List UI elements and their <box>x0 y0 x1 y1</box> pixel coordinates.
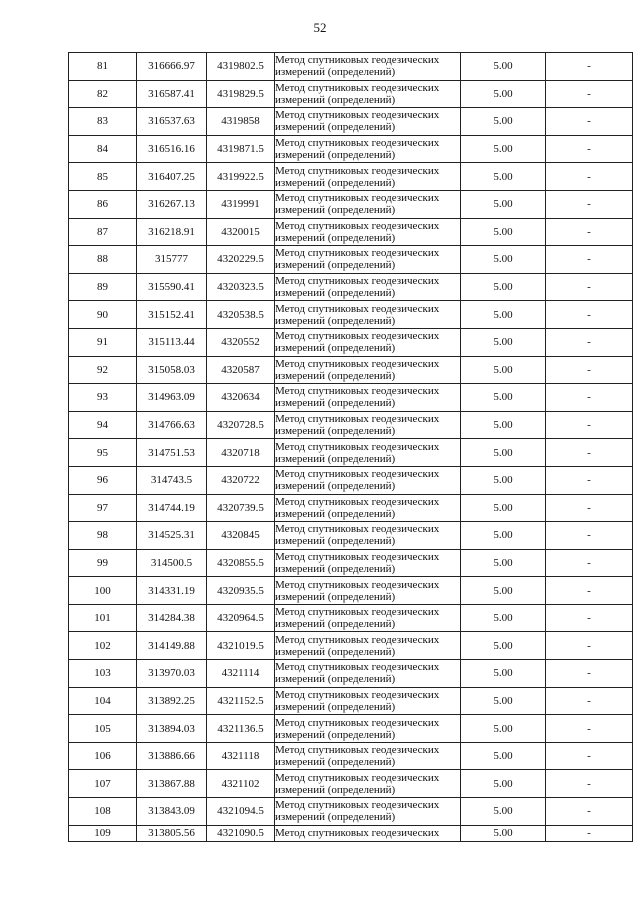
method-cell: Метод спутниковых геодезических измерений (определений) <box>275 246 461 274</box>
accuracy-cell: 5.00 <box>461 770 546 798</box>
point-number-cell: 97 <box>69 494 137 522</box>
note-cell: - <box>546 522 633 550</box>
y-coordinate-cell: 4321118 <box>207 742 275 770</box>
method-cell: Метод спутниковых геодезических измерений (определений) <box>275 522 461 550</box>
x-coordinate-cell: 313892.25 <box>137 687 207 715</box>
table-row <box>69 770 633 798</box>
x-coordinate-cell: 313867.88 <box>137 770 207 798</box>
x-coordinate-cell: 314149.88 <box>137 632 207 660</box>
point-number-cell: 89 <box>69 273 137 301</box>
method-cell: Метод спутниковых геодезических <box>275 825 461 841</box>
x-coordinate-cell: 313886.66 <box>137 742 207 770</box>
method-cell: Метод спутниковых геодезических измерений (определений) <box>275 301 461 329</box>
method-cell: Метод спутниковых геодезических измерений (определений) <box>275 190 461 218</box>
y-coordinate-cell: 4320718 <box>207 439 275 467</box>
y-coordinate-cell: 4321152.5 <box>207 687 275 715</box>
y-coordinate-cell: 4320634 <box>207 384 275 412</box>
method-cell: Метод спутниковых геодезических измерений (определений) <box>275 466 461 494</box>
table-row <box>69 742 633 770</box>
accuracy-cell: 5.00 <box>461 246 546 274</box>
table-row <box>69 301 633 329</box>
x-coordinate-cell: 314751.53 <box>137 439 207 467</box>
method-cell: Метод спутниковых геодезических измерений (определений) <box>275 687 461 715</box>
method-cell: Метод спутниковых геодезических измерений (определений) <box>275 218 461 246</box>
method-cell: Метод спутниковых геодезических измерений (определений) <box>275 632 461 660</box>
point-number-cell: 85 <box>69 163 137 191</box>
y-coordinate-cell: 4321102 <box>207 770 275 798</box>
note-cell: - <box>546 494 633 522</box>
table-row <box>69 466 633 494</box>
table-row <box>69 411 633 439</box>
point-number-cell: 87 <box>69 218 137 246</box>
accuracy-cell: 5.00 <box>461 522 546 550</box>
method-cell: Метод спутниковых геодезических измерений (определений) <box>275 715 461 743</box>
y-coordinate-cell: 4320722 <box>207 466 275 494</box>
table-row <box>69 687 633 715</box>
accuracy-cell: 5.00 <box>461 190 546 218</box>
y-coordinate-cell: 4319922.5 <box>207 163 275 191</box>
y-coordinate-cell: 4321090.5 <box>207 825 275 841</box>
note-cell: - <box>546 439 633 467</box>
x-coordinate-cell: 316267.13 <box>137 190 207 218</box>
table-row <box>69 108 633 136</box>
accuracy-cell: 5.00 <box>461 687 546 715</box>
x-coordinate-cell: 314331.19 <box>137 577 207 605</box>
accuracy-cell: 5.00 <box>461 328 546 356</box>
point-number-cell: 98 <box>69 522 137 550</box>
method-cell: Метод спутниковых геодезических измерений (определений) <box>275 356 461 384</box>
accuracy-cell: 5.00 <box>461 108 546 136</box>
y-coordinate-cell: 4320538.5 <box>207 301 275 329</box>
point-number-cell: 107 <box>69 770 137 798</box>
method-cell: Метод спутниковых геодезических измерений (определений) <box>275 108 461 136</box>
note-cell: - <box>546 163 633 191</box>
point-number-cell: 92 <box>69 356 137 384</box>
x-coordinate-cell: 315113.44 <box>137 328 207 356</box>
note-cell: - <box>546 273 633 301</box>
note-cell: - <box>546 660 633 688</box>
accuracy-cell: 5.00 <box>461 80 546 108</box>
note-cell: - <box>546 825 633 841</box>
point-number-cell: 103 <box>69 660 137 688</box>
table-row <box>69 494 633 522</box>
note-cell: - <box>546 218 633 246</box>
x-coordinate-cell: 316516.16 <box>137 135 207 163</box>
note-cell: - <box>546 384 633 412</box>
accuracy-cell: 5.00 <box>461 439 546 467</box>
note-cell: - <box>546 466 633 494</box>
accuracy-cell: 5.00 <box>461 577 546 605</box>
x-coordinate-cell: 316407.25 <box>137 163 207 191</box>
accuracy-cell: 5.00 <box>461 411 546 439</box>
x-coordinate-cell: 314963.09 <box>137 384 207 412</box>
y-coordinate-cell: 4320587 <box>207 356 275 384</box>
accuracy-cell: 5.00 <box>461 356 546 384</box>
x-coordinate-cell: 315058.03 <box>137 356 207 384</box>
table-row <box>69 80 633 108</box>
table-row <box>69 439 633 467</box>
table-row <box>69 825 633 841</box>
note-cell: - <box>546 770 633 798</box>
x-coordinate-cell: 314766.63 <box>137 411 207 439</box>
table-row <box>69 218 633 246</box>
x-coordinate-cell: 314525.31 <box>137 522 207 550</box>
note-cell: - <box>546 577 633 605</box>
note-cell: - <box>546 687 633 715</box>
accuracy-cell: 5.00 <box>461 273 546 301</box>
x-coordinate-cell: 314500.5 <box>137 549 207 577</box>
table-row <box>69 604 633 632</box>
method-cell: Метод спутниковых геодезических измерений (определений) <box>275 135 461 163</box>
table-row <box>69 632 633 660</box>
accuracy-cell: 5.00 <box>461 466 546 494</box>
point-number-cell: 101 <box>69 604 137 632</box>
point-number-cell: 102 <box>69 632 137 660</box>
x-coordinate-cell: 315777 <box>137 246 207 274</box>
x-coordinate-cell: 316218.91 <box>137 218 207 246</box>
accuracy-cell: 5.00 <box>461 163 546 191</box>
method-cell: Метод спутниковых геодезических измерений (определений) <box>275 163 461 191</box>
point-number-cell: 91 <box>69 328 137 356</box>
accuracy-cell: 5.00 <box>461 798 546 826</box>
point-number-cell: 109 <box>69 825 137 841</box>
x-coordinate-cell: 313970.03 <box>137 660 207 688</box>
method-cell: Метод спутниковых геодезических измерений (определений) <box>275 328 461 356</box>
method-cell: Метод спутниковых геодезических измерений (определений) <box>275 742 461 770</box>
point-number-cell: 105 <box>69 715 137 743</box>
accuracy-cell: 5.00 <box>461 301 546 329</box>
accuracy-cell: 5.00 <box>461 742 546 770</box>
method-cell: Метод спутниковых геодезических измерений (определений) <box>275 770 461 798</box>
table-row <box>69 163 633 191</box>
y-coordinate-cell: 4319858 <box>207 108 275 136</box>
point-number-cell: 90 <box>69 301 137 329</box>
x-coordinate-cell: 315152.41 <box>137 301 207 329</box>
accuracy-cell: 5.00 <box>461 135 546 163</box>
method-cell: Метод спутниковых геодезических измерений (определений) <box>275 494 461 522</box>
method-cell: Метод спутниковых геодезических измерений (определений) <box>275 411 461 439</box>
x-coordinate-cell: 314744.19 <box>137 494 207 522</box>
y-coordinate-cell: 4320552 <box>207 328 275 356</box>
accuracy-cell: 5.00 <box>461 53 546 81</box>
method-cell: Метод спутниковых геодезических измерений (определений) <box>275 660 461 688</box>
x-coordinate-cell: 316587.41 <box>137 80 207 108</box>
y-coordinate-cell: 4321019.5 <box>207 632 275 660</box>
note-cell: - <box>546 798 633 826</box>
point-number-cell: 94 <box>69 411 137 439</box>
accuracy-cell: 5.00 <box>461 549 546 577</box>
method-cell: Метод спутниковых геодезических измерений (определений) <box>275 549 461 577</box>
y-coordinate-cell: 4321114 <box>207 660 275 688</box>
note-cell: - <box>546 135 633 163</box>
note-cell: - <box>546 549 633 577</box>
method-cell: Метод спутниковых геодезических измерений (определений) <box>275 577 461 605</box>
y-coordinate-cell: 4320739.5 <box>207 494 275 522</box>
y-coordinate-cell: 4321094.5 <box>207 798 275 826</box>
point-number-cell: 99 <box>69 549 137 577</box>
method-cell: Метод спутниковых геодезических измерений (определений) <box>275 604 461 632</box>
y-coordinate-cell: 4320964.5 <box>207 604 275 632</box>
point-number-cell: 100 <box>69 577 137 605</box>
accuracy-cell: 5.00 <box>461 218 546 246</box>
table-row <box>69 660 633 688</box>
point-number-cell: 106 <box>69 742 137 770</box>
point-number-cell: 104 <box>69 687 137 715</box>
x-coordinate-cell: 314284.38 <box>137 604 207 632</box>
point-number-cell: 88 <box>69 246 137 274</box>
point-number-cell: 82 <box>69 80 137 108</box>
x-coordinate-cell: 316666.97 <box>137 53 207 81</box>
accuracy-cell: 5.00 <box>461 632 546 660</box>
x-coordinate-cell: 313843.09 <box>137 798 207 826</box>
accuracy-cell: 5.00 <box>461 494 546 522</box>
method-cell: Метод спутниковых геодезических измерений (определений) <box>275 798 461 826</box>
point-number-cell: 84 <box>69 135 137 163</box>
page-number: 52 <box>313 20 327 35</box>
y-coordinate-cell: 4320323.5 <box>207 273 275 301</box>
point-number-cell: 83 <box>69 108 137 136</box>
note-cell: - <box>546 715 633 743</box>
note-cell: - <box>546 411 633 439</box>
x-coordinate-cell: 316537.63 <box>137 108 207 136</box>
x-coordinate-cell: 315590.41 <box>137 273 207 301</box>
method-cell: Метод спутниковых геодезических измерений (определений) <box>275 384 461 412</box>
point-number-cell: 93 <box>69 384 137 412</box>
point-number-cell: 108 <box>69 798 137 826</box>
accuracy-cell: 5.00 <box>461 825 546 841</box>
y-coordinate-cell: 4320015 <box>207 218 275 246</box>
method-cell: Метод спутниковых геодезических измерений (определений) <box>275 439 461 467</box>
table-row <box>69 328 633 356</box>
table-row <box>69 715 633 743</box>
y-coordinate-cell: 4320728.5 <box>207 411 275 439</box>
y-coordinate-cell: 4321136.5 <box>207 715 275 743</box>
note-cell: - <box>546 53 633 81</box>
table-row <box>69 577 633 605</box>
note-cell: - <box>546 190 633 218</box>
accuracy-cell: 5.00 <box>461 660 546 688</box>
table-row <box>69 356 633 384</box>
y-coordinate-cell: 4319802.5 <box>207 53 275 81</box>
table-row <box>69 798 633 826</box>
accuracy-cell: 5.00 <box>461 604 546 632</box>
y-coordinate-cell: 4319871.5 <box>207 135 275 163</box>
method-cell: Метод спутниковых геодезических измерений (определений) <box>275 273 461 301</box>
y-coordinate-cell: 4320845 <box>207 522 275 550</box>
point-number-cell: 95 <box>69 439 137 467</box>
accuracy-cell: 5.00 <box>461 384 546 412</box>
y-coordinate-cell: 4320229.5 <box>207 246 275 274</box>
y-coordinate-cell: 4320855.5 <box>207 549 275 577</box>
table-row <box>69 549 633 577</box>
coordinates-table-body <box>69 53 633 842</box>
note-cell: - <box>546 246 633 274</box>
note-cell: - <box>546 632 633 660</box>
table-row <box>69 522 633 550</box>
table-row <box>69 135 633 163</box>
note-cell: - <box>546 604 633 632</box>
y-coordinate-cell: 4319829.5 <box>207 80 275 108</box>
note-cell: - <box>546 328 633 356</box>
x-coordinate-cell: 314743.5 <box>137 466 207 494</box>
point-number-cell: 96 <box>69 466 137 494</box>
note-cell: - <box>546 108 633 136</box>
y-coordinate-cell: 4320935.5 <box>207 577 275 605</box>
x-coordinate-cell: 313805.56 <box>137 825 207 841</box>
x-coordinate-cell: 313894.03 <box>137 715 207 743</box>
point-number-cell: 81 <box>69 53 137 81</box>
y-coordinate-cell: 4319991 <box>207 190 275 218</box>
accuracy-cell: 5.00 <box>461 715 546 743</box>
table-row <box>69 384 633 412</box>
point-number-cell: 86 <box>69 190 137 218</box>
method-cell: Метод спутниковых геодезических измерений (определений) <box>275 80 461 108</box>
table-row <box>69 246 633 274</box>
method-cell: Метод спутниковых геодезических измерений (определений) <box>275 53 461 81</box>
note-cell: - <box>546 80 633 108</box>
table-row <box>69 273 633 301</box>
note-cell: - <box>546 301 633 329</box>
coordinates-table <box>68 52 633 842</box>
table-row <box>69 53 633 81</box>
note-cell: - <box>546 742 633 770</box>
note-cell: - <box>546 356 633 384</box>
table-row <box>69 190 633 218</box>
